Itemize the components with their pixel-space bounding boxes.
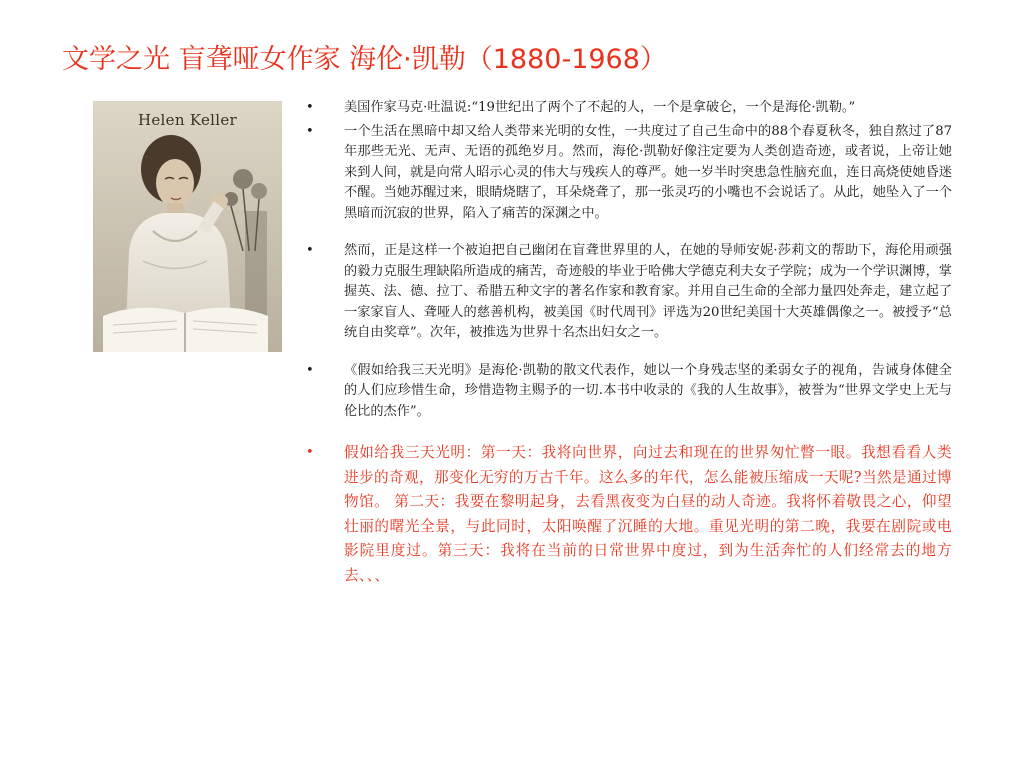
helen-keller-photo: [93, 101, 282, 352]
bullet-icon: •: [306, 123, 314, 139]
bullet-icon: •: [306, 362, 314, 378]
slide-title: 文学之光 盲聋哑女作家 海伦·凯勒（1880-1968）: [62, 44, 667, 75]
bullet-achievements: [304, 241, 952, 344]
bullet-quote-mark-twain: [304, 98, 952, 119]
bullet-icon: •: [306, 100, 314, 115]
bullet-icon: •: [306, 243, 314, 258]
bullet-biography: [304, 122, 952, 225]
bullet-icon: •: [306, 445, 315, 460]
bullet-three-days-excerpt: [304, 441, 952, 588]
portrait-caption: Helen Keller: [138, 111, 237, 129]
paragraph-text: 《假如给我三天光明》是海伦·凯勒的散文代表作，她以一个身残志坚的柔弱女子的视角，告诫身体健全的人们应珍惜生命，珍惜造物主赐予的一切.本书中收录的《我的人生故事》，被誉为“世界文学史上无与伦比的杰作”。: [344, 362, 952, 419]
paragraph-text: 一个生活在黑暗中却又给人类带来光明的女性，一共度过了自己生命中的88个春夏秋冬，独自熬过了87年那些无光、无声、无语的孤绝岁月。然而，海伦·凯勒好像注定要为人类创造奇迹，或者说，上帝让她来到人间，就是向常人昭示心灵的伟大与残疾人的尊严。她一岁半时突患急性脑充血，连日高烧使她昏迷不醒。当她苏醒过来，眼睛烧瞎了，耳朵烧聋了，那一张灵巧的小嘴也不会说话了。从此，她坠入了一个黑暗而沉寂的世界，陷入了痛苦的深渊之中。: [344, 123, 952, 221]
bullet-book-intro: [304, 361, 952, 423]
bullet-list: [304, 98, 952, 588]
paragraph-text: 然而，正是这样一个被迫把自己幽闭在盲聋世界里的人，在她的导师安妮·莎莉文的帮助下，海伦用顽强的毅力克服生理缺陷所造成的痛苦，奇迹般的毕业于哈佛大学德克利夫女子学院；成为一个学识渊博，掌握英、法、德、拉丁、希腊五种文字的著名作家和教育家。并用自己生命的全部力量四处奔走，建立起了一家家盲人、聋哑人的慈善机构，被美国《时代周刊》评选为20世纪美国十大英雄偶像之一。被授予“总统自由奖章”。次年，被推选为世界十名杰出妇女之一。: [344, 243, 952, 340]
paragraph-text: 美国作家马克·吐温说:“19世纪出了两个了不起的人，一个是拿破仑，一个是海伦·凯勒。”: [344, 100, 856, 115]
paragraph-text: 假如给我三天光明：第一天：我将向世界，向过去和现在的世界匆忙瞥一眼。我想看看人类进步的奇观，那变化无穷的万古千年。这么多的年代，怎么能被压缩成一天呢?当然是通过博物馆。 第二天：我要在黎明起身，去看黑夜变为白昼的动人奇迹。我将怀着敬畏之心，仰望壮丽的曙光全景，与此同时，太阳唤醒了沉睡的大地。重见光明的第二晚，我要在剧院或电影院里度过。第三天：我将在当前的日常世界中度过，到为生活奔忙的人们经常去的地方去、、、: [344, 444, 952, 584]
